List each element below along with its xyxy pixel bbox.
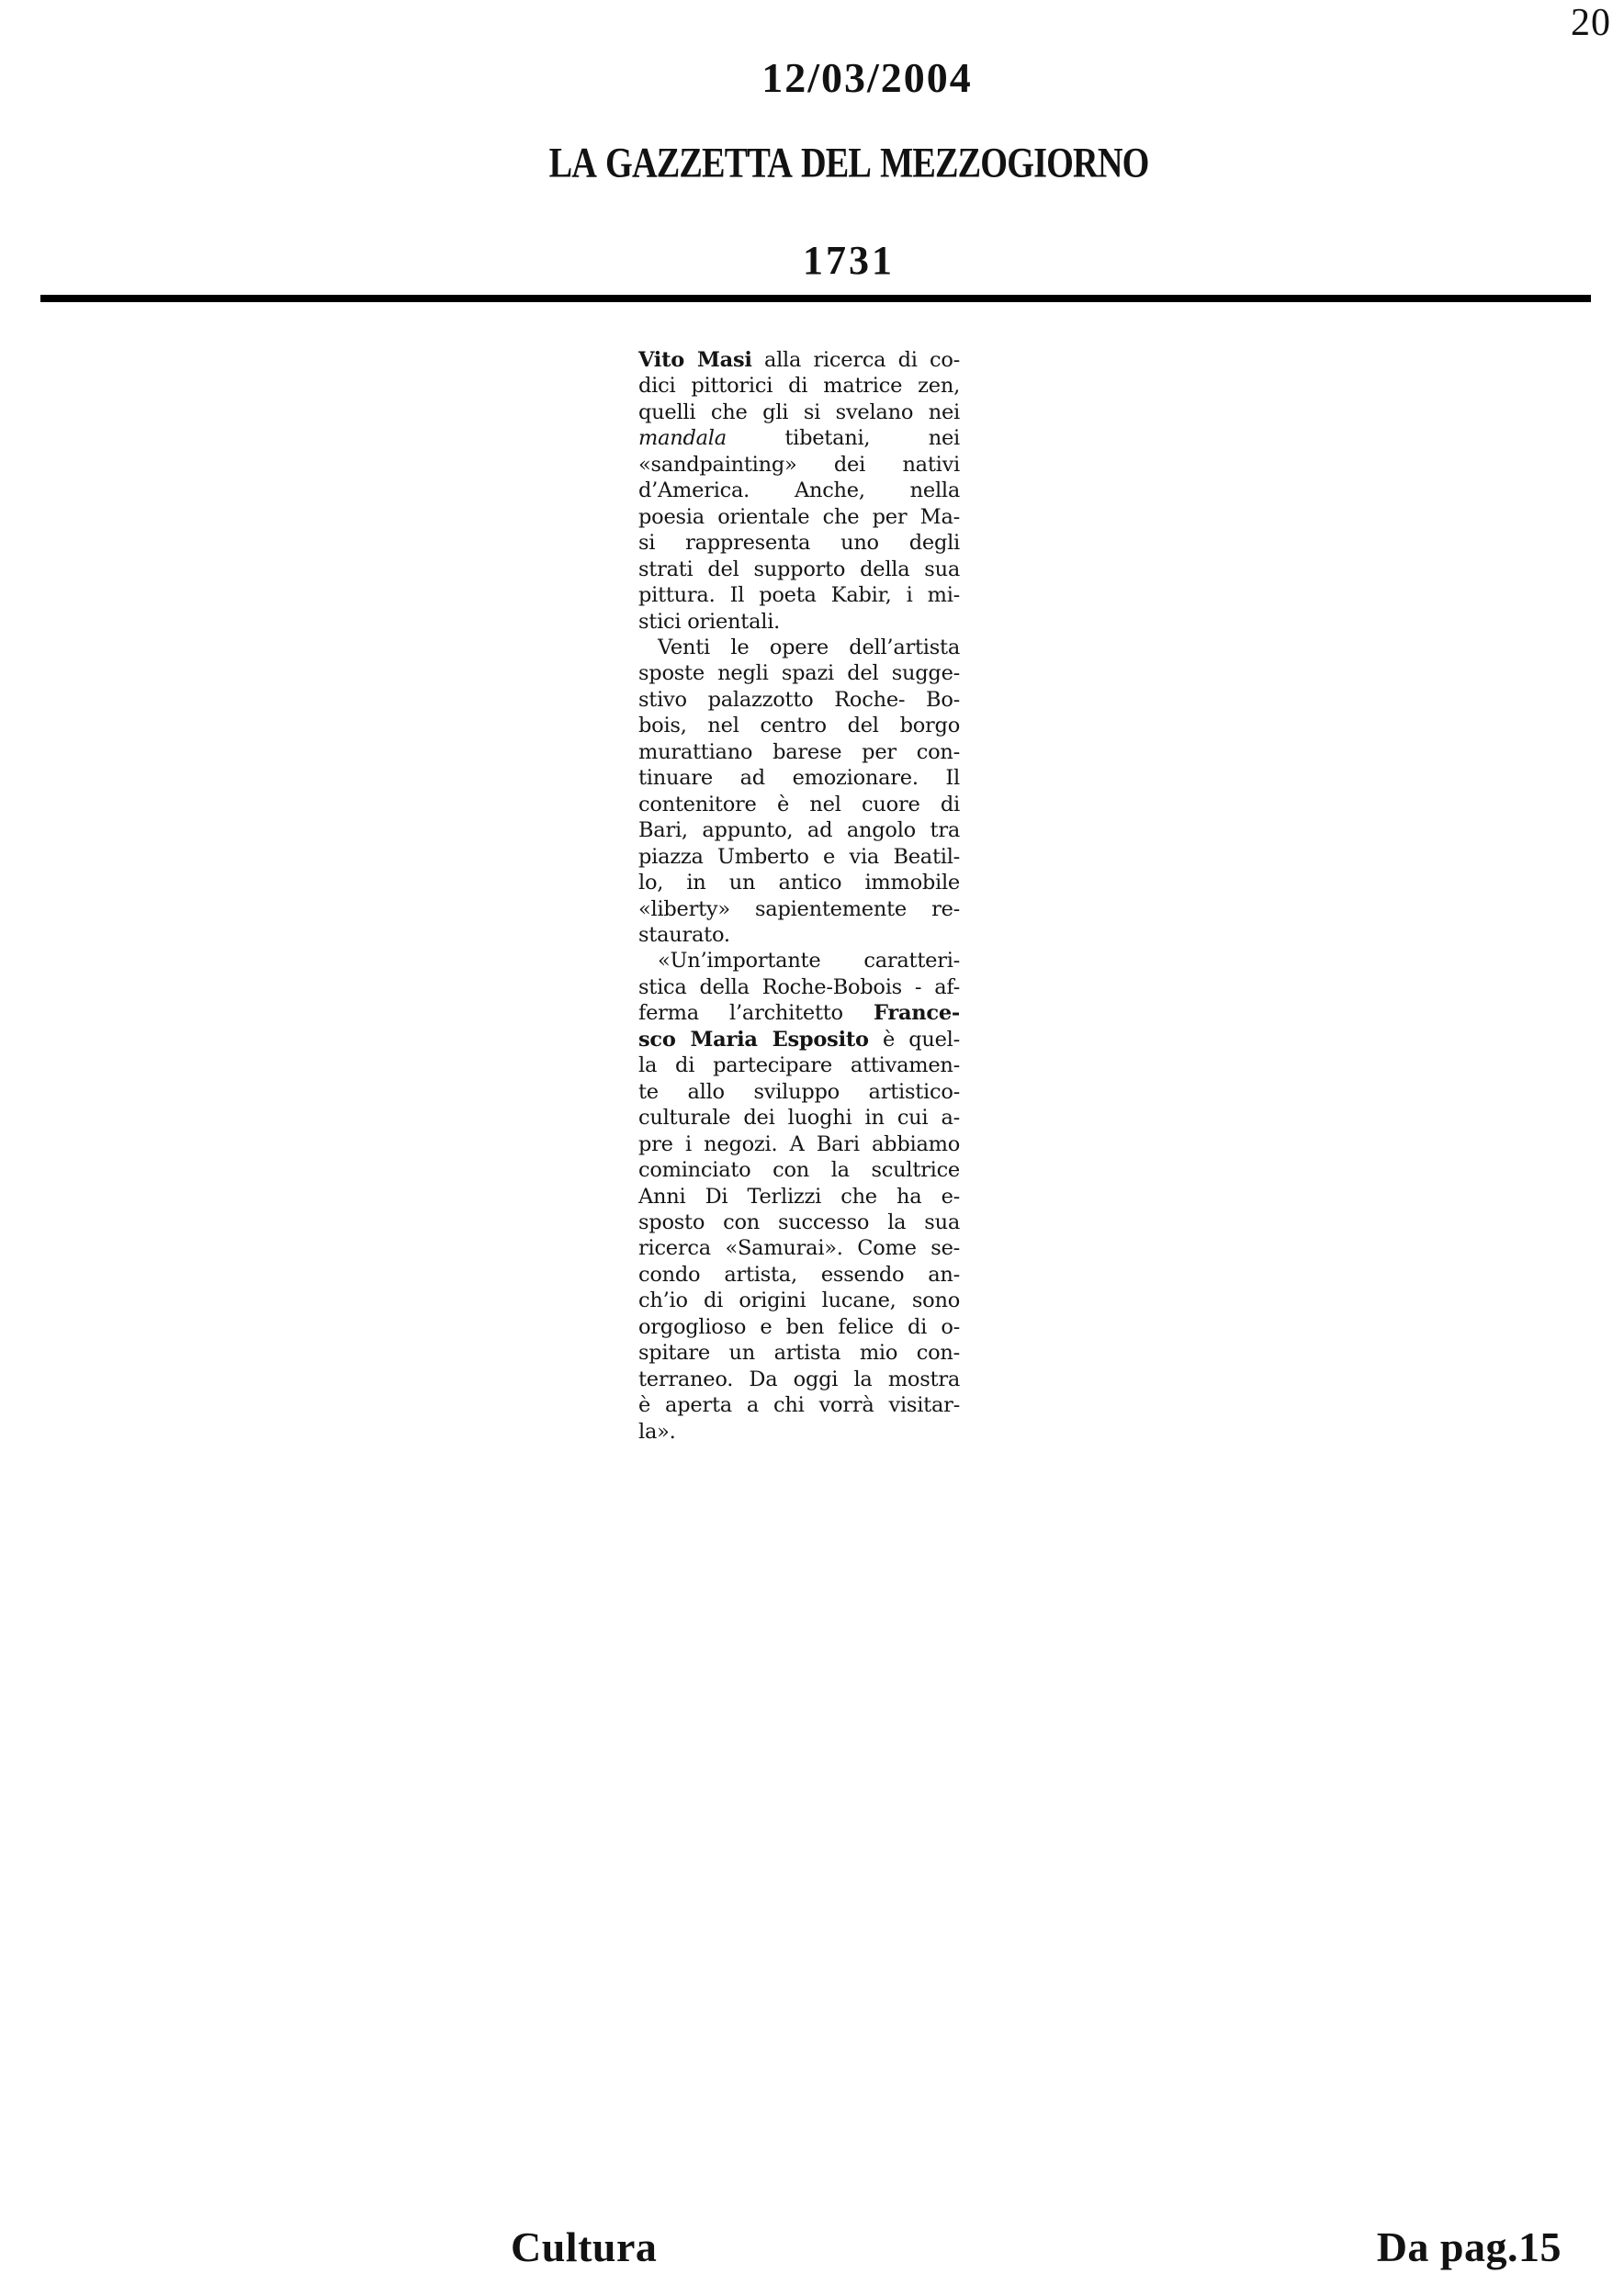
article-text: tinuare ad emozionare. Il [638,766,960,791]
article-line [638,1314,960,1340]
article-line [638,817,960,843]
edition-number: 1731 [803,238,895,283]
article-text: è aperta a chi vorrà visitar- [638,1393,960,1418]
masthead-title: LA GAZZETTA DEL MEZZOGIORNO [548,138,1149,186]
article-paragraph [638,347,960,635]
article-line [638,948,960,974]
article-text: staurato. [638,922,730,947]
article-text: stivo palazzotto Roche- Bo- [638,687,960,712]
article-text: spitare un artista mio con- [638,1341,960,1366]
article-column [638,347,960,1445]
article-text: ch’io di origini lucane, sono [638,1289,960,1313]
masthead [73,138,1624,186]
article-text: terraneo. Da oggi la mostra [638,1367,960,1391]
article-text: culturale dei luoghi in cui a- [638,1106,960,1131]
article-text: pre i negozi. A Bari abbiamo [638,1131,960,1156]
article-line [638,504,960,530]
article-line [638,660,960,686]
article-italic-text: mandala [638,426,727,451]
article-text: bois, nel centro del borgo [638,714,960,738]
article-text: «sandpainting» dei nativi [638,452,960,477]
article-line [638,844,960,870]
article-line [638,1262,960,1288]
article-line [638,1079,960,1105]
article-line [638,635,960,660]
article-line [638,1157,960,1183]
article-text: d’America. Anche, nella [638,478,960,503]
article-text: dici pittorici di matrice zen, [638,374,960,399]
article-line [638,765,960,791]
article-text: sposte negli spazi del sugge- [638,661,960,686]
article-line [638,1419,960,1445]
article-line [638,373,960,399]
article-line [638,1052,960,1078]
article-text: stica della Roche-Bobois - af- [638,974,960,999]
article-line [638,1000,960,1026]
article-bold-text: sco Maria Esposito [638,1027,869,1052]
article-paragraph [638,635,960,948]
article-text: sposto con successo la sua [638,1210,960,1234]
article-text: condo artista, essendo an- [638,1262,960,1287]
article-line [638,1367,960,1392]
article-text: Anni Di Terlizzi che ha e- [638,1184,960,1209]
article-text: strati del supporto della sua [638,557,960,581]
article-line [638,609,960,635]
article-text: contenitore è nel cuore di [638,792,960,816]
article-line [638,1340,960,1366]
article-line [638,922,960,948]
article-text: si rappresenta uno degli [638,531,960,556]
article-text: ricerca «Samurai». Come se- [638,1236,960,1261]
horizontal-rule [40,295,1591,302]
article-text: Venti le opere dell’artista [658,635,960,659]
article-text: ferma l’architetto [638,1001,874,1026]
article-line [638,974,960,1000]
article-text: piazza Umberto e via Beatil- [638,844,960,869]
article-text: tibetani, nei [726,426,960,451]
article-text: alla ricerca di co- [751,348,960,372]
article-text: Bari, appunto, ad angolo tra [638,818,960,843]
clipping-date: 12/03/2004 [761,54,973,101]
article-line [638,582,960,608]
article-line [638,1288,960,1313]
article-line [638,347,960,373]
article-line [638,896,960,922]
article-text: te allo sviluppo artistico- [638,1079,960,1104]
article-paragraph [638,948,960,1445]
article-text: «liberty» sapientemente re- [638,896,960,921]
article-line [638,400,960,425]
article-line [638,739,960,765]
article-text: la». [638,1419,676,1444]
section-label: Cultura [511,2223,658,2270]
article-text: quelli che gli si svelano nei [638,400,960,424]
page-number: 20 [1571,2,1611,44]
article-line [638,425,960,451]
article-line [638,452,960,478]
article-line [638,530,960,556]
article-text: pittura. Il poeta Kabir, i mi- [638,583,960,608]
article-text: murattiano barese per con- [638,739,960,764]
article-line [638,478,960,503]
article-line [638,1184,960,1210]
article-line [638,1027,960,1052]
article-text: è quel- [868,1027,960,1052]
article-line [638,1131,960,1157]
article-text: poesia orientale che per Ma- [638,504,960,529]
article-line [638,792,960,817]
article-line [638,557,960,582]
article-text: la di partecipare attivamen- [638,1053,960,1078]
article-text: cominciato con la scultrice [638,1158,960,1183]
article-line [638,1392,960,1418]
article-line [638,1235,960,1261]
article-text: orgoglioso e ben felice di o- [638,1314,960,1339]
article-line [638,1105,960,1131]
article-text: «Un’importante caratteri- [658,949,960,974]
article-bold-text: France- [874,1001,960,1026]
source-page-label: Da pag.15 [1376,2223,1562,2270]
article-line [638,687,960,713]
article-text: lo, in un antico immobile [638,871,960,895]
article-text: stici orientali. [638,609,781,634]
article-line [638,1210,960,1235]
article-bold-text: Vito Masi [638,348,752,372]
article-line [638,870,960,895]
article-line [638,713,960,738]
